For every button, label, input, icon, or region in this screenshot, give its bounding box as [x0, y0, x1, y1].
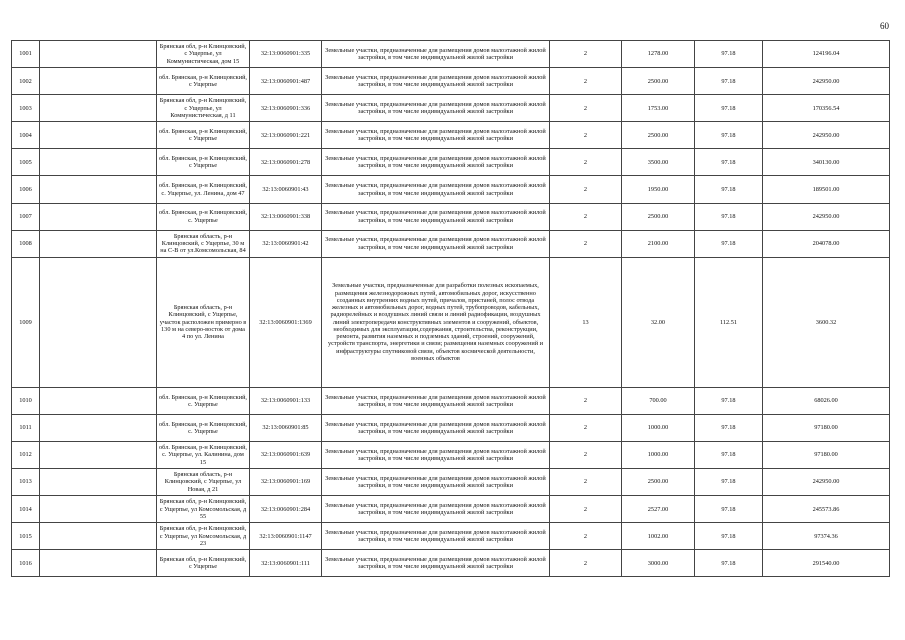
specific-value-cell: 97.18: [695, 550, 763, 577]
land-use-purpose-cell: Земельные участки, предназначенные для размещения домов малоэтажной жилой застройки, в том числе индивидуальной жилой застройки: [322, 95, 550, 122]
row-number-cell: 1006: [12, 176, 40, 203]
specific-value-cell: 97.18: [695, 68, 763, 95]
row-number-cell: 1005: [12, 149, 40, 176]
cadastral-number-cell: 32:13:0060901:284: [250, 496, 322, 523]
land-use-purpose-cell: Земельные участки, предназначенные для размещения домов малоэтажной жилой застройки, в том числе индивидуальной жилой застройки: [322, 149, 550, 176]
blank-cell: [40, 176, 157, 203]
cadastral-cost-cell: 97374.36: [763, 523, 890, 550]
zone-group-cell: 2: [550, 203, 622, 230]
zone-group-cell: 2: [550, 41, 622, 68]
land-use-purpose-cell: Земельные участки, предназначенные для размещения домов малоэтажной жилой застройки, в том числе индивидуальной жилой застройки: [322, 441, 550, 468]
table-row: [12, 496, 890, 523]
row-number-cell: 1007: [12, 203, 40, 230]
zone-group-cell: 2: [550, 95, 622, 122]
zone-group-cell: 2: [550, 122, 622, 149]
address-cell: обл. Брянская, р-н Клинцовский, с. Ущерпье: [157, 203, 250, 230]
cadastral-number-cell: 32:13:0060901:85: [250, 414, 322, 441]
land-use-purpose-cell: Земельные участки, предназначенные для размещения домов малоэтажной жилой застройки, в том числе индивидуальной жилой застройки: [322, 387, 550, 414]
land-use-purpose-cell: Земельные участки, предназначенные для размещения домов малоэтажной жилой застройки, в том числе индивидуальной жилой застройки: [322, 41, 550, 68]
land-use-purpose-cell: Земельные участки, предназначенные для размещения домов малоэтажной жилой застройки, в том числе индивидуальной жилой застройки: [322, 203, 550, 230]
area-cell: 3000.00: [622, 550, 695, 577]
table-row: [12, 68, 890, 95]
land-use-purpose-cell: Земельные участки, предназначенные для размещения домов малоэтажной жилой застройки, в том числе индивидуальной жилой застройки: [322, 414, 550, 441]
blank-cell: [40, 441, 157, 468]
zone-group-cell: 2: [550, 176, 622, 203]
address-cell: обл. Брянская, р-н Клинцовский, с. Ущерпье, ул. Ленина, дом 47: [157, 176, 250, 203]
address-cell: Брянская область, р-н Клинцовский, с Ущерпье, ул Новая, д 21: [157, 469, 250, 496]
specific-value-cell: 97.18: [695, 41, 763, 68]
cadastral-cost-cell: 189501.00: [763, 176, 890, 203]
zone-group-cell: 2: [550, 523, 622, 550]
specific-value-cell: 97.18: [695, 149, 763, 176]
table-row: [12, 41, 890, 68]
area-cell: 1278.00: [622, 41, 695, 68]
row-number-cell: 1013: [12, 469, 40, 496]
specific-value-cell: 97.18: [695, 176, 763, 203]
zone-group-cell: 13: [550, 257, 622, 387]
specific-value-cell: 97.18: [695, 441, 763, 468]
table-row: [12, 230, 890, 257]
address-cell: Брянская обл, р-н Клинцовский, с Ущерпье, ул Коммунистическая, д 11: [157, 95, 250, 122]
page-number: 60: [880, 21, 889, 31]
zone-group-cell: 2: [550, 230, 622, 257]
cadastral-cost-cell: 124196.04: [763, 41, 890, 68]
land-use-purpose-cell: Земельные участки, предназначенные для размещения домов малоэтажной жилой застройки, в том числе индивидуальной жилой застройки: [322, 496, 550, 523]
area-cell: 3500.00: [622, 149, 695, 176]
specific-value-cell: 97.18: [695, 387, 763, 414]
blank-cell: [40, 41, 157, 68]
area-cell: 1000.00: [622, 441, 695, 468]
area-cell: 2500.00: [622, 122, 695, 149]
area-cell: 1753.00: [622, 95, 695, 122]
table-row: [12, 257, 890, 387]
specific-value-cell: 97.18: [695, 414, 763, 441]
cadastral-cost-cell: 68026.00: [763, 387, 890, 414]
blank-cell: [40, 414, 157, 441]
specific-value-cell: 97.18: [695, 95, 763, 122]
table-row: [12, 122, 890, 149]
cadastral-cost-cell: 97180.00: [763, 441, 890, 468]
land-use-purpose-cell: Земельные участки, предназначенные для размещения домов малоэтажной жилой застройки, в том числе индивидуальной жилой застройки: [322, 122, 550, 149]
address-cell: обл. Брянская, р-н Клинцовский, с Ущерпье: [157, 149, 250, 176]
address-cell: Брянская обл, р-н Клинцовский, с Ущерпье, ул Комсомольская, д 23: [157, 523, 250, 550]
row-number-cell: 1001: [12, 41, 40, 68]
cadastral-cost-cell: 97180.00: [763, 414, 890, 441]
specific-value-cell: 97.18: [695, 230, 763, 257]
specific-value-cell: 97.18: [695, 469, 763, 496]
cadastral-cost-cell: 242950.00: [763, 203, 890, 230]
blank-cell: [40, 122, 157, 149]
cadastral-number-cell: 32:13:0060901:133: [250, 387, 322, 414]
cadastral-number-cell: 32:13:0060901:336: [250, 95, 322, 122]
cadastral-cost-cell: 242950.00: [763, 68, 890, 95]
cadastral-cost-cell: 242950.00: [763, 122, 890, 149]
blank-cell: [40, 550, 157, 577]
address-cell: обл. Брянская, р-н Клинцовский, с. Ущерпье: [157, 387, 250, 414]
blank-cell: [40, 149, 157, 176]
cadastral-cost-cell: 245573.86: [763, 496, 890, 523]
blank-cell: [40, 496, 157, 523]
cadastral-cost-cell: 242950.00: [763, 469, 890, 496]
area-cell: 1000.00: [622, 414, 695, 441]
cadastral-cost-cell: 170356.54: [763, 95, 890, 122]
cadastral-number-cell: 32:13:0060901:169: [250, 469, 322, 496]
address-cell: Брянская обл, р-н Клинцовский, с Ущерпье, ул Комсомольская, д 55: [157, 496, 250, 523]
cadastral-number-cell: 32:13:0060901:639: [250, 441, 322, 468]
address-cell: обл. Брянская, р-н Клинцовский, с. Ущерпье: [157, 414, 250, 441]
cadastral-cost-cell: 204078.00: [763, 230, 890, 257]
area-cell: 2100.00: [622, 230, 695, 257]
table-row: [12, 441, 890, 468]
blank-cell: [40, 523, 157, 550]
address-cell: обл. Брянская, р-н Клинцовский, с Ущерпье: [157, 68, 250, 95]
blank-cell: [40, 68, 157, 95]
zone-group-cell: 2: [550, 469, 622, 496]
zone-group-cell: 2: [550, 149, 622, 176]
cadastral-number-cell: 32:13:0060901:1369: [250, 257, 322, 387]
land-use-purpose-cell: Земельные участки, предназначенные для размещения домов малоэтажной жилой застройки, в том числе индивидуальной жилой застройки: [322, 469, 550, 496]
blank-cell: [40, 469, 157, 496]
table-row: [12, 550, 890, 577]
row-number-cell: 1010: [12, 387, 40, 414]
blank-cell: [40, 95, 157, 122]
area-cell: 2500.00: [622, 203, 695, 230]
blank-cell: [40, 203, 157, 230]
row-number-cell: 1002: [12, 68, 40, 95]
table-row: [12, 523, 890, 550]
area-cell: 2500.00: [622, 68, 695, 95]
land-use-purpose-cell: Земельные участки, предназначенные для размещения домов малоэтажной жилой застройки, в том числе индивидуальной жилой застройки: [322, 68, 550, 95]
table-row: [12, 469, 890, 496]
land-use-purpose-cell: Земельные участки, предназначенные для размещения домов малоэтажной жилой застройки, в том числе индивидуальной жилой застройки: [322, 523, 550, 550]
cadastral-number-cell: 32:13:0060901:1147: [250, 523, 322, 550]
cadastral-number-cell: 32:13:0060901:335: [250, 41, 322, 68]
area-cell: 1002.00: [622, 523, 695, 550]
address-cell: Брянская обл, р-н Клинцовский, с Ущерпье: [157, 550, 250, 577]
cadastral-number-cell: 32:13:0060901:43: [250, 176, 322, 203]
row-number-cell: 1004: [12, 122, 40, 149]
cadastral-number-cell: 32:13:0060901:487: [250, 68, 322, 95]
table-row: [12, 203, 890, 230]
cadastral-cost-cell: 340130.00: [763, 149, 890, 176]
address-cell: Брянская область, р-н Клинцовский, с Ущерпье, 30 м на С-В от ул.Комсомольская, 84: [157, 230, 250, 257]
zone-group-cell: 2: [550, 550, 622, 577]
address-cell: Брянская обл, р-н Клинцовский, с Ущерпье, ул Коммунистическая, дом 15: [157, 41, 250, 68]
specific-value-cell: 112.51: [695, 257, 763, 387]
row-number-cell: 1003: [12, 95, 40, 122]
cadastral-number-cell: 32:13:0060901:42: [250, 230, 322, 257]
address-cell: обл. Брянская, р-н Клинцовский, с. Ущерпье, ул. Калинина, дом 15: [157, 441, 250, 468]
table-body: [12, 41, 890, 577]
zone-group-cell: 2: [550, 441, 622, 468]
area-cell: 2500.00: [622, 469, 695, 496]
row-number-cell: 1008: [12, 230, 40, 257]
zone-group-cell: 2: [550, 496, 622, 523]
row-number-cell: 1015: [12, 523, 40, 550]
land-registry-table: [11, 40, 890, 577]
table-row: [12, 176, 890, 203]
cadastral-number-cell: 32:13:0060901:338: [250, 203, 322, 230]
land-use-purpose-cell: Земельные участки, предназначенные для размещения домов малоэтажной жилой застройки, в том числе индивидуальной жилой застройки: [322, 230, 550, 257]
address-cell: обл. Брянская, р-н Клинцовский, с Ущерпье: [157, 122, 250, 149]
row-number-cell: 1016: [12, 550, 40, 577]
area-cell: 1950.00: [622, 176, 695, 203]
zone-group-cell: 2: [550, 387, 622, 414]
area-cell: 2527.00: [622, 496, 695, 523]
blank-cell: [40, 387, 157, 414]
specific-value-cell: 97.18: [695, 523, 763, 550]
specific-value-cell: 97.18: [695, 203, 763, 230]
table-row: [12, 387, 890, 414]
area-cell: 32.00: [622, 257, 695, 387]
address-cell: Брянская область, р-н Клинцовский, с Ущерпье, участок расположен примерно в 130 м на северо-восток от дома 4 по ул. Ленина: [157, 257, 250, 387]
cadastral-cost-cell: 291540.00: [763, 550, 890, 577]
table-row: [12, 95, 890, 122]
row-number-cell: 1011: [12, 414, 40, 441]
land-use-purpose-cell: Земельные участки, предназначенные для размещения домов малоэтажной жилой застройки, в том числе индивидуальной жилой застройки: [322, 176, 550, 203]
blank-cell: [40, 257, 157, 387]
cadastral-number-cell: 32:13:0060901:221: [250, 122, 322, 149]
cadastral-number-cell: 32:13:0060901:111: [250, 550, 322, 577]
blank-cell: [40, 230, 157, 257]
specific-value-cell: 97.18: [695, 496, 763, 523]
cadastral-cost-cell: 3600.32: [763, 257, 890, 387]
row-number-cell: 1009: [12, 257, 40, 387]
zone-group-cell: 2: [550, 414, 622, 441]
specific-value-cell: 97.18: [695, 122, 763, 149]
zone-group-cell: 2: [550, 68, 622, 95]
table-row: [12, 149, 890, 176]
row-number-cell: 1014: [12, 496, 40, 523]
row-number-cell: 1012: [12, 441, 40, 468]
cadastral-number-cell: 32:13:0060901:278: [250, 149, 322, 176]
table-row: [12, 414, 890, 441]
area-cell: 700.00: [622, 387, 695, 414]
land-use-purpose-cell: Земельные участки, предназначенные для разработки полезных ископаемых, размещения железнодорожных путей, автомобильных дорог, искусственно созданных внутренних водных путей, причалов, пристаней, полос отвода железных и автомобильных дорог, водных путей, трубопроводов, кабельных, радиорелейных и воздушных линий связи и линий радиофикации, воздушных линий электропередачи конструктивных элементов и сооружений, объектов, необходимых для эксплуатации,содержания, строительства, реконструкции, ремонта, развития наземных и подземных зданий, строений, сооружений, устройств транспорта, энергетики и связи; размещения наземных сооружений и инфраструктуры спутниковой связи, объектов космической деятельности, военных объектов: [322, 257, 550, 387]
land-use-purpose-cell: Земельные участки, предназначенные для размещения домов малоэтажной жилой застройки, в том числе индивидуальной жилой застройки: [322, 550, 550, 577]
